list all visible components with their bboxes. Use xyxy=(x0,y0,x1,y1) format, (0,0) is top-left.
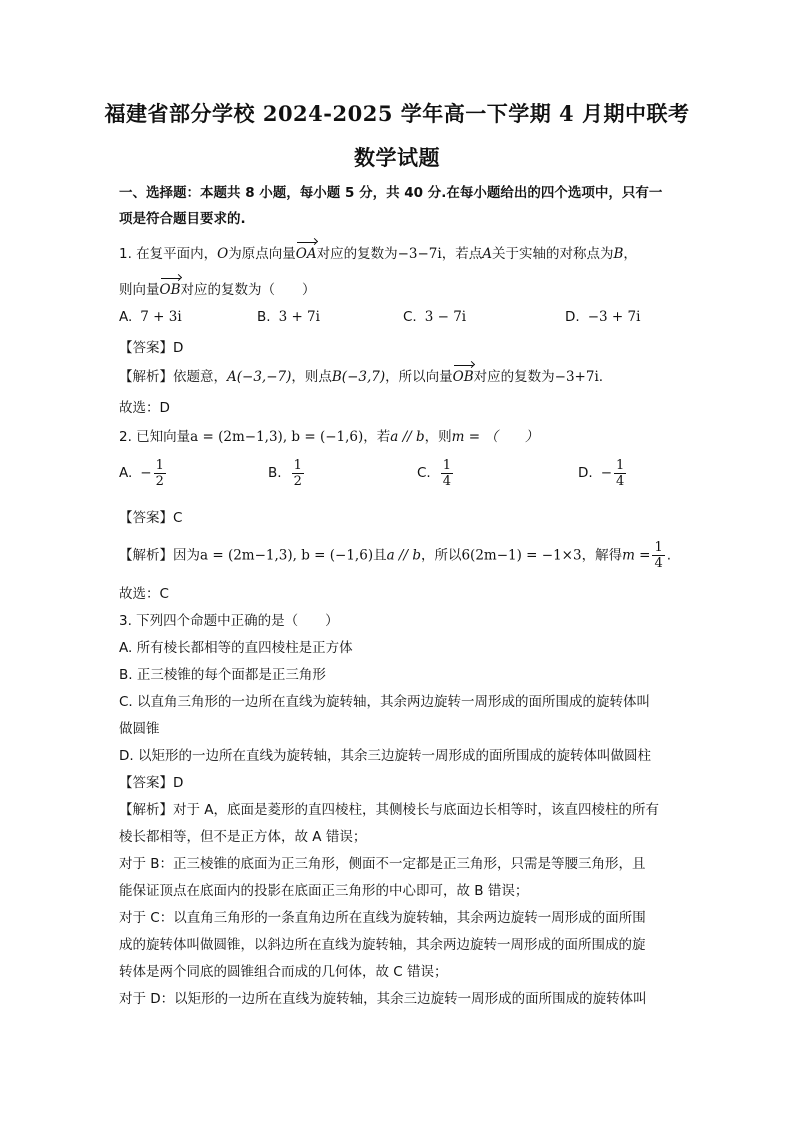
q2-analysis-text: 【解析】因为 xyxy=(119,547,200,564)
numerator: 1 xyxy=(442,458,451,473)
q1-choose: 故选：D xyxy=(119,400,170,416)
q2-analysis-text: ，所以 xyxy=(420,547,462,564)
q1-text: 1. 在复平面内， xyxy=(119,246,218,262)
denominator: 4 xyxy=(654,556,663,571)
q3-analysis-line1: 【解析】对于 A，底面是菱形的直四棱柱，其侧棱长与底面边长相等时，该直四棱柱的所有 xyxy=(119,802,660,818)
q1-option-d[interactable] xyxy=(565,309,640,325)
q2-analysis-text: ，解得 xyxy=(581,547,623,564)
q1-answer: 【答案】D xyxy=(119,340,184,356)
option-label: D. xyxy=(578,465,593,481)
q2-text: ，若 xyxy=(363,429,391,445)
q2-analysis-parallel: a // b xyxy=(386,547,421,564)
q1-vector-oa: OA xyxy=(295,246,317,262)
denominator: 2 xyxy=(155,474,164,489)
denominator: 4 xyxy=(442,474,451,489)
q3-option-c-line1[interactable]: C. 以直角三角形的一边所在直线为旋转轴，其余两边旋转一周形成的面所围成的旋转体叫 xyxy=(119,694,651,710)
option-fraction xyxy=(441,458,453,489)
option-fraction xyxy=(154,458,166,489)
q1-vector-ob: OB xyxy=(159,282,181,298)
q2-analysis-equation: 6(2m−1) = −1×3 xyxy=(461,547,582,564)
option-label: D. xyxy=(565,309,580,325)
q1-text: ， xyxy=(623,246,637,262)
q3-analysis-line6: 成的旋转体叫做圆锥，以斜边所在直线为旋转轴，其余两边旋转一周形成的面所围成的旋 xyxy=(119,937,646,953)
q3-analysis-line2: 棱长都相等，但不是正方体，故 A 错误； xyxy=(119,829,367,845)
q3-analysis-line3: 对于 B：正三棱锥的底面为正三角形，侧面不一定都是正三角形，只需是等腰三角形，且 xyxy=(119,856,646,872)
q3-stem: 3. 下列四个命题中正确的是（ ） xyxy=(119,613,339,629)
q2-parallel: a // b xyxy=(390,429,425,445)
q1-option-a[interactable] xyxy=(119,309,182,325)
option-value: −3 + 7i xyxy=(587,309,641,325)
option-sign: − xyxy=(600,465,612,481)
q2-vectors: a = (2m−1,3), b = (−1,6) xyxy=(190,429,364,445)
denominator: 2 xyxy=(293,474,302,489)
q1-analysis-text: 对应的复数为 xyxy=(473,369,555,385)
numerator: 1 xyxy=(654,540,663,555)
section-intro-line1: 一、选择题：本题共 8 小题，每小题 5 分，共 40 分.在每小题给出的四个选项中，只有一 xyxy=(119,185,663,201)
exam-title: 福建省部分学校 2024-2025 学年高一下学期 4 月期中联考 xyxy=(104,101,690,126)
q2-choose: 故选：C xyxy=(119,586,169,602)
q1-option-c[interactable] xyxy=(403,309,466,325)
option-label: B. xyxy=(268,465,282,481)
q1-analysis-text: ，所以向量 xyxy=(385,369,453,385)
q1-text: 对应的复数为 xyxy=(316,246,398,262)
q2-stem xyxy=(119,425,538,445)
q2-text: ，则 xyxy=(424,429,452,445)
option-value: 7 + 3i xyxy=(140,309,182,325)
q2-analysis-m: m = xyxy=(622,547,651,564)
q1-point-a: A xyxy=(482,246,492,262)
q3-analysis-line7: 转体是两个同底的圆锥组合而成的几何体，故 C 错误； xyxy=(119,964,448,980)
q3-analysis-line5: 对于 C：以直角三角形的一条直角边所在直线为旋转轴，其余两边旋转一周形成的面所围 xyxy=(119,910,646,926)
q2-m: m = （ ） xyxy=(451,429,539,445)
q2-option-c[interactable] xyxy=(417,458,455,489)
numerator: 1 xyxy=(155,458,164,473)
option-label: A. xyxy=(119,465,133,481)
q1-stem-line1 xyxy=(119,242,637,262)
q1-analysis-b: B(−3,7) xyxy=(331,369,386,385)
q2-option-a[interactable] xyxy=(119,458,168,489)
denominator: 4 xyxy=(616,474,625,489)
q3-analysis-line8: 对于 D：以矩形的一边所在直线为旋转轴，其余三边旋转一周形成的面所围成的旋转体叫 xyxy=(119,991,647,1007)
q1-analysis-text: . xyxy=(598,369,604,385)
option-label: B. xyxy=(257,309,271,325)
q3-answer: 【答案】D xyxy=(119,775,184,791)
q1-analysis-text: 【解析】依题意， xyxy=(119,369,227,385)
q1-text: 关于实轴的对称点为 xyxy=(491,246,614,262)
q1-analysis-a: A(−3,−7) xyxy=(227,369,292,385)
q1-analysis xyxy=(119,365,603,385)
q2-analysis-text: . xyxy=(666,547,672,564)
q1-text: 则向量 xyxy=(119,282,160,298)
option-value: 3 − 7i xyxy=(424,309,467,325)
option-value: 3 + 7i xyxy=(278,309,320,325)
q3-analysis-line4: 能保证顶点在底面内的投影在底面正三角形的中心即可，故 B 错误； xyxy=(119,883,529,899)
q2-analysis xyxy=(119,540,671,571)
q1-point-b: B xyxy=(613,246,624,262)
option-label: A. xyxy=(119,309,133,325)
numerator: 1 xyxy=(293,458,302,473)
q3-option-d[interactable]: D. 以矩形的一边所在直线为旋转轴，其余三边旋转一周形成的面所围成的旋转体叫做圆柱 xyxy=(119,748,651,764)
section-intro-line2: 项是符合题目要求的. xyxy=(119,211,246,227)
option-label: C. xyxy=(417,465,431,481)
q3-option-c-line2[interactable]: 做圆锥 xyxy=(119,721,160,737)
q1-option-b[interactable] xyxy=(257,309,320,325)
q2-answer: 【答案】C xyxy=(119,510,183,526)
q1-analysis-text: ，则点 xyxy=(291,369,332,385)
numerator: 1 xyxy=(616,458,625,473)
q2-analysis-vectors: a = (2m−1,3), b = (−1,6) xyxy=(200,547,374,564)
q1-origin: O xyxy=(217,246,229,262)
q2-option-b[interactable] xyxy=(268,458,306,489)
option-fraction xyxy=(614,458,626,489)
q1-analysis-ob: OB xyxy=(452,369,474,385)
q1-stem-line2 xyxy=(119,278,316,298)
q1-text: 为原点向量 xyxy=(228,246,296,262)
q2-text: 2. 已知向量 xyxy=(119,429,191,445)
q1-text: 对应的复数为（ ） xyxy=(180,282,316,298)
q2-analysis-text: 且 xyxy=(373,547,387,564)
q1-text: ，若点 xyxy=(441,246,483,262)
q3-option-a[interactable]: A. 所有棱长都相等的直四棱柱是正方体 xyxy=(119,640,353,656)
q2-option-d[interactable] xyxy=(578,458,628,489)
option-sign: − xyxy=(140,465,152,481)
option-label: C. xyxy=(403,309,417,325)
q3-option-b[interactable]: B. 正三棱锥的每个面都是正三角形 xyxy=(119,667,326,683)
exam-subtitle: 数学试题 xyxy=(354,145,440,170)
q2-analysis-fraction xyxy=(652,540,664,571)
q1-complex: −3−7i xyxy=(397,246,442,262)
option-fraction xyxy=(292,458,304,489)
q1-analysis-result: −3+7i xyxy=(554,369,599,385)
